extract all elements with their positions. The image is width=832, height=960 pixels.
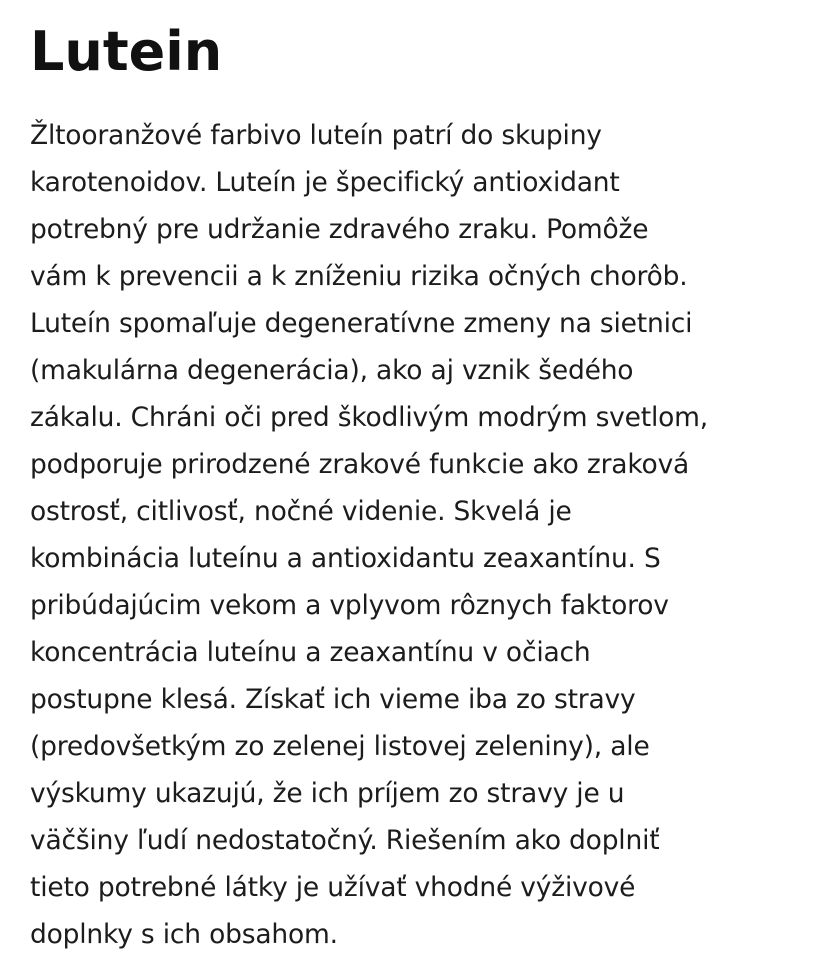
body-line: Žltooranžové farbivo luteín patrí do skupiny bbox=[30, 120, 602, 151]
body-line: (predovšetkým zo zelenej listovej zeleniny), ale bbox=[30, 731, 650, 762]
body-line: podporuje prirodzené zrakové funkcie ako zraková bbox=[30, 449, 690, 480]
body-line: Luteín spomaľuje degeneratívne zmeny na sietnici bbox=[30, 308, 693, 339]
body-line: zákalu. Chráni oči pred škodlivým modrým svetlom, bbox=[30, 402, 708, 433]
body-line: tieto potrebné látky je užívať vhodné výživové bbox=[30, 872, 636, 903]
body-line: kombinácia luteínu a antioxidantu zeaxantínu. S bbox=[30, 543, 661, 574]
article-title: Lutein bbox=[30, 20, 223, 83]
body-line: vám k prevencii a k zníženiu rizika očných chorôb. bbox=[30, 261, 688, 292]
body-line: pribúdajúcim vekom a vplyvom rôznych faktorov bbox=[30, 590, 669, 621]
body-line: potrebný pre udržanie zdravého zraku. Pomôže bbox=[30, 214, 649, 245]
body-line: postupne klesá. Získať ich vieme iba zo stravy bbox=[30, 684, 636, 715]
body-line: doplnky s ich obsahom. bbox=[30, 919, 338, 950]
body-line: väčšiny ľudí nedostatočný. Riešením ako doplniť bbox=[30, 825, 660, 856]
body-line: výskumy ukazujú, že ich príjem zo stravy je u bbox=[30, 778, 625, 809]
body-line: karotenoidov. Luteín je špecifický antioxidant bbox=[30, 167, 620, 198]
body-line: (makulárna degenerácia), ako aj vznik šedého bbox=[30, 355, 634, 386]
body-line: ostrosť, citlivosť, nočné videnie. Skvelá je bbox=[30, 496, 572, 527]
body-line: koncentrácia luteínu a zeaxantínu v očiach bbox=[30, 637, 591, 668]
article-body bbox=[30, 112, 820, 958]
